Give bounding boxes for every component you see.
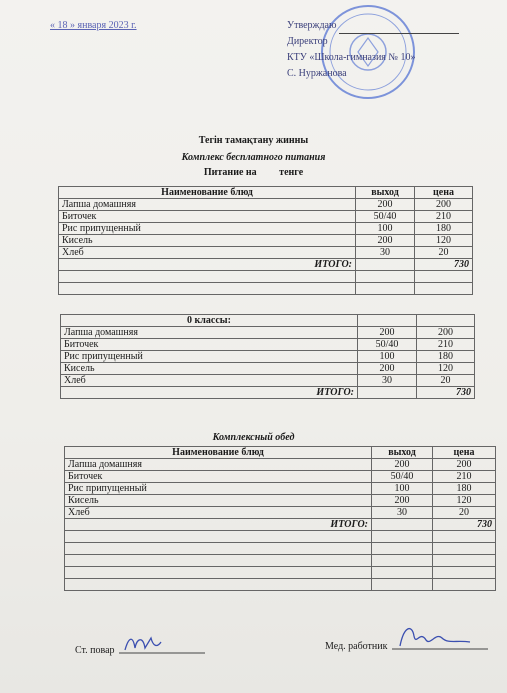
dish-yield: 30 — [356, 247, 415, 259]
table-row — [61, 363, 475, 375]
dish-yield: 30 — [358, 375, 417, 387]
dish-name: Хлеб — [59, 247, 356, 259]
col-price-header: цена — [433, 447, 496, 459]
blank-row — [65, 543, 496, 555]
dish-price: 210 — [415, 211, 473, 223]
total-value: 730 — [433, 519, 496, 531]
table-row — [65, 495, 496, 507]
dish-price: 20 — [415, 247, 473, 259]
total-label: ИТОГО: — [59, 259, 356, 271]
table-row — [59, 223, 473, 235]
dish-price: 200 — [433, 459, 496, 471]
dish-price: 200 — [417, 327, 475, 339]
empty-cell — [356, 259, 415, 271]
table-row — [61, 375, 475, 387]
dish-yield: 200 — [358, 363, 417, 375]
dish-price: 120 — [433, 495, 496, 507]
medic-signature — [390, 622, 490, 652]
total-value: 730 — [415, 259, 473, 271]
title-currency: тенге — [279, 167, 304, 178]
document-date: « 18 » января 2023 г. — [50, 20, 137, 31]
dish-yield: 100 — [356, 223, 415, 235]
col-name-header: Наименование блюд — [65, 447, 372, 459]
table-row — [59, 199, 473, 211]
approve-organization: КТУ «Школа-гимназия № 10» — [287, 52, 416, 63]
dish-name: Хлеб — [65, 507, 372, 519]
complex-lunch-title: Комплексный обед — [212, 432, 295, 443]
blank-row — [59, 271, 473, 283]
dish-yield: 50/40 — [356, 211, 415, 223]
table-row — [61, 351, 475, 363]
dish-yield: 100 — [372, 483, 433, 495]
blank-row — [65, 579, 496, 591]
approval-block — [287, 18, 459, 82]
dish-price: 120 — [415, 235, 473, 247]
dish-price: 180 — [433, 483, 496, 495]
table-row — [61, 339, 475, 351]
table-header-row — [65, 447, 496, 459]
dish-name: Кисель — [61, 363, 358, 375]
title-kazakh: Тегін тамақтану жинны — [198, 135, 309, 146]
dish-name: Рис припущенный — [65, 483, 372, 495]
section-label: 0 классы: — [61, 315, 358, 327]
dish-name: Кисель — [65, 495, 372, 507]
dish-name: Рис припущенный — [59, 223, 356, 235]
dish-price: 180 — [415, 223, 473, 235]
dish-yield: 200 — [358, 327, 417, 339]
table-row — [59, 247, 473, 259]
approve-position: Директор — [287, 36, 328, 47]
total-row — [61, 387, 475, 399]
table-row — [59, 235, 473, 247]
dish-name: Лапша домашняя — [59, 199, 356, 211]
dish-yield: 100 — [358, 351, 417, 363]
dish-price: 20 — [417, 375, 475, 387]
dish-name: Биточек — [65, 471, 372, 483]
cook-label: Ст. повар — [75, 645, 115, 656]
title-russian: Комплекс бесплатного питания — [181, 152, 326, 163]
dish-yield: 200 — [372, 495, 433, 507]
dish-yield: 200 — [372, 459, 433, 471]
dish-name: Рис припущенный — [61, 351, 358, 363]
dish-name: Хлеб — [61, 375, 358, 387]
dish-name: Лапша домашняя — [65, 459, 372, 471]
dish-yield: 30 — [372, 507, 433, 519]
dish-name: Лапша домашняя — [61, 327, 358, 339]
dish-yield: 200 — [356, 199, 415, 211]
dish-name: Биточек — [61, 339, 358, 351]
menu-table-main — [58, 186, 473, 295]
col-yield-header: выход — [356, 187, 415, 199]
cook-signature-line — [75, 632, 207, 656]
table-row — [65, 507, 496, 519]
medic-label: Мед. работник — [325, 641, 388, 652]
total-row — [59, 259, 473, 271]
total-label: ИТОГО: — [65, 519, 372, 531]
dish-name: Кисель — [59, 235, 356, 247]
total-value: 730 — [417, 387, 475, 399]
dish-price: 120 — [417, 363, 475, 375]
menu-table-grade0 — [60, 314, 475, 399]
blank-row — [59, 283, 473, 295]
blank-row — [65, 555, 496, 567]
title-price-line — [0, 167, 507, 178]
table-header-row — [59, 187, 473, 199]
table-row — [65, 483, 496, 495]
title-price-label: Питание на — [203, 167, 257, 178]
dish-yield: 50/40 — [358, 339, 417, 351]
dish-price: 180 — [417, 351, 475, 363]
dish-price: 210 — [417, 339, 475, 351]
col-name-header: Наименование блюд — [59, 187, 356, 199]
dish-price: 20 — [433, 507, 496, 519]
dish-price: 210 — [433, 471, 496, 483]
dish-name: Биточек — [59, 211, 356, 223]
table-row — [61, 327, 475, 339]
col-yield-header: выход — [372, 447, 433, 459]
col-price-header: цена — [415, 187, 473, 199]
medic-signature-line — [325, 622, 490, 652]
dish-price: 200 — [415, 199, 473, 211]
cook-signature — [117, 632, 207, 656]
dish-yield: 200 — [356, 235, 415, 247]
menu-table-complex-lunch — [64, 446, 496, 591]
dish-yield: 50/40 — [372, 471, 433, 483]
table-row — [65, 459, 496, 471]
table-row — [65, 471, 496, 483]
total-label: ИТОГО: — [61, 387, 358, 399]
approve-label: Утверждаю — [287, 20, 337, 31]
table-row — [59, 211, 473, 223]
approve-name: С. Нуржанова — [287, 68, 347, 79]
section-row — [61, 315, 475, 327]
blank-row — [65, 531, 496, 543]
blank-row — [65, 567, 496, 579]
total-row — [65, 519, 496, 531]
